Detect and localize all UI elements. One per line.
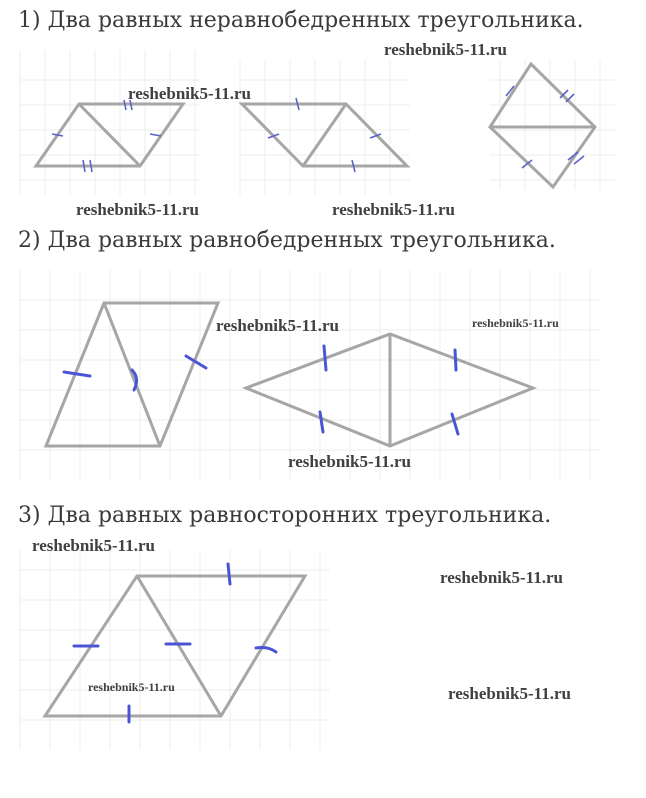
watermark-4: reshebnik5-11.ru — [332, 200, 455, 219]
watermark-7: reshebnik5-11.ru — [288, 452, 411, 471]
figure-3-parallelogram — [45, 564, 305, 722]
figure-1c-kite — [490, 64, 595, 187]
heading-section-1: 1) Два равных неравнобедренных треугольника. — [18, 8, 584, 33]
heading-section-3: 3) Два равных равносторонних треугольника. — [18, 503, 552, 528]
watermark-11: reshebnik5-11.ru — [448, 684, 571, 703]
figure-1a-parallelogram — [36, 100, 183, 172]
watermark-2: reshebnik5-11.ru — [128, 84, 251, 103]
watermark-9: reshebnik5-11.ru — [440, 568, 563, 587]
figure-1b-parallelogram — [242, 98, 407, 172]
figure-2a-parallelogram — [46, 303, 218, 446]
watermark-5: reshebnik5-11.ru — [216, 316, 339, 335]
watermark-10: reshebnik5-11.ru — [88, 680, 175, 694]
watermark-8: reshebnik5-11.ru — [32, 536, 155, 555]
watermark-1: reshebnik5-11.ru — [384, 40, 507, 59]
heading-section-2: 2) Два равных равнобедренных треугольника. — [18, 228, 556, 253]
watermark-3: reshebnik5-11.ru — [76, 200, 199, 219]
watermark-6: reshebnik5-11.ru — [472, 316, 559, 330]
grid-section-3 — [20, 550, 330, 750]
